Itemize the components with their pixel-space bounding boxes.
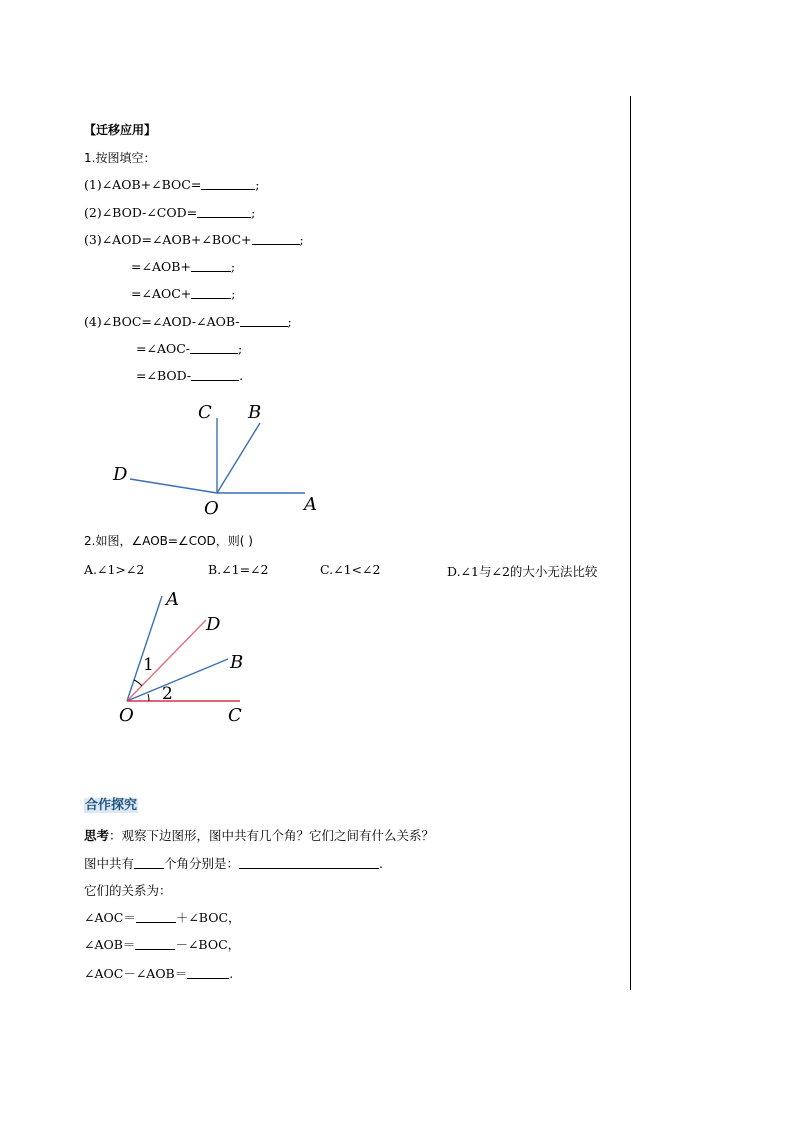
q1-item-1-text: (1)∠AOB+∠BOC= [84,177,202,192]
right-margin-rule [630,96,631,990]
fig1-label-c: C [198,402,212,423]
semicolon: ; [251,205,256,220]
q1-item-3 [84,232,304,248]
angle-list-blank[interactable] [239,856,379,869]
answer-blank[interactable] [187,966,229,979]
q1-item-3-step-3 [131,286,235,302]
q1-item-3b-text: =∠AOB+ [131,259,191,274]
fig2-label-c: C [228,705,242,726]
answer-blank[interactable] [197,205,251,218]
q1-item-3-text: (3)∠AOD=∠AOB+∠BOC+ [84,232,252,247]
q1-item-4c-text: =∠BOD- [136,368,192,383]
semicolon: ; [287,314,292,329]
choice-b[interactable]: B.∠1=∠2 [208,562,269,577]
angle-2-arc [148,694,149,701]
fig1-label-a: A [304,494,317,515]
answer-blank[interactable] [240,314,288,327]
answer-blank[interactable] [191,368,239,381]
period: . [379,856,384,871]
angle-1-arc [134,680,142,686]
angle-1-label: 1 [143,655,154,675]
answer-blank[interactable] [136,910,176,923]
q1-item-4-step-2 [136,341,242,357]
angle-2-label: 2 [162,684,173,704]
ray-oa-2 [127,596,162,701]
q1-item-4-step-3 [136,368,243,384]
fig1-label-b: B [248,402,262,423]
angle-list-prefix: 个角分别是： [164,856,240,871]
relation-2-left: ∠AOB＝ [84,937,136,952]
answer-blank[interactable] [135,937,175,950]
angle-count-prefix: 图中共有 [84,856,135,871]
fig1-label-o: O [204,498,219,519]
fig2-label-a: A [166,589,179,610]
answer-blank[interactable] [252,232,300,245]
q1-item-4-text: (4)∠BOC=∠AOD-∠AOB- [84,314,240,329]
answer-blank[interactable] [190,341,238,354]
q1-item-3-step-2 [131,259,235,275]
ray-ob-2 [127,659,228,701]
choice-a[interactable]: A.∠1>∠2 [84,562,145,577]
relation-3-left: ∠AOC－∠AOB＝ [84,966,188,981]
ray-od [130,479,217,493]
relation-intro: 它们的关系为： [84,883,172,898]
semicolon: ; [299,232,304,247]
semicolon: ; [255,177,260,192]
fig2-label-o: O [119,705,134,726]
think-text: ：观察下边图形，图中共有几个角？它们之间有什么关系？ [109,828,435,843]
relation-1 [84,910,241,926]
ray-ob [217,423,260,493]
section-title-cooperate [84,798,138,814]
semicolon: ; [238,341,243,356]
question-2-stem: 2.如图，∠AOB=∠COD，则( ) [84,534,253,548]
section-title-transfer: 【迁移应用】 [84,123,157,137]
relation-2-right: －∠BOC， [175,937,241,952]
think-label: 思考 [84,828,110,843]
q1-item-4b-text: =∠AOC- [136,341,191,356]
period: . [239,368,244,383]
relation-1-left: ∠AOC＝ [84,910,136,925]
answer-blank[interactable] [191,286,231,299]
answer-blank[interactable] [191,259,231,272]
fig1-label-d: D [113,464,128,485]
q1-item-4 [84,314,292,330]
section-title-cooperate-text: 合作探究 [85,798,138,813]
angle-count-blank[interactable] [134,856,164,869]
q1-item-3c-text: =∠AOC+ [131,286,192,301]
choice-c[interactable]: C.∠1<∠2 [320,562,381,577]
fig2-label-b: B [230,652,244,673]
period: . [229,966,234,981]
ray-od-2 [127,620,206,701]
relation-1-right: ＋∠BOC， [175,910,241,925]
fig2-label-d: D [206,614,221,635]
think-prompt [84,828,434,844]
relation-2 [84,937,240,953]
choice-d[interactable]: D.∠1与∠2的大小无法比较 [447,564,598,579]
q1-item-1 [84,177,260,193]
q1-item-2-text: (2)∠BOD-∠COD= [84,205,198,220]
answer-blank[interactable] [201,177,255,190]
semicolon: ; [231,286,236,301]
semicolon: ; [230,259,236,274]
q1-item-2 [84,205,255,221]
angle-count-line [84,856,383,872]
question-1-stem: 1.按图填空： [84,151,156,165]
relation-3 [84,966,233,982]
